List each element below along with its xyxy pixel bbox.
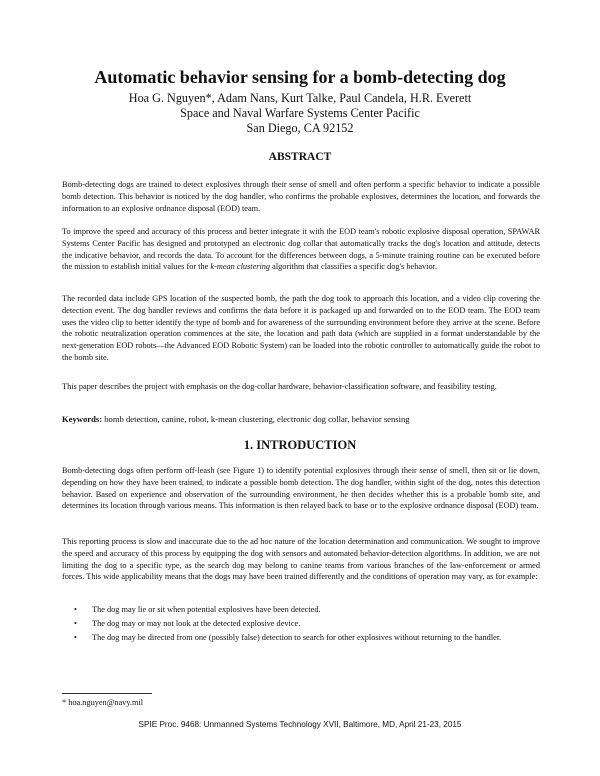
abstract-p2-text: To improve the speed and accuracy of this process and better integrate it with the EOD team's robotic explosive disposal operation, SPAWAR Systems Center Pacific has designed and prototyped an electronic dog collar that automatically tracks the dog's location and attitude, detects the indicative behavior, and records the data. To account for the differences between dogs, a 5-minute training routine can be executed before the mission to establish initial values for the (62, 227, 540, 272)
abstract-paragraph-4: This paper describes the project with emphasis on the dog-collar hardware, behavior-classification software, and feasibility testing. (62, 382, 497, 391)
abstract-p2-text-end: algorithm that classifies a specific dog's behavior. (270, 262, 438, 272)
bullet-icon: • (74, 632, 77, 642)
introduction-heading: 1. INTRODUCTION (243, 438, 357, 452)
keywords-label: Keywords: (62, 414, 103, 424)
bullet-icon: • (74, 605, 77, 614)
keywords-list: bomb detection, canine, robot, k-mean clustering, electronic dog collar, behavior sensing (102, 414, 410, 424)
paper-title: Automatic behavior sensing for a bomb-detecting dog (94, 67, 506, 87)
affiliation-location: San Diego, CA 92152 (246, 121, 354, 135)
author-list: Hoa G. Nguyen*, Adam Nans, Kurt Talke, Paul Candela, H.R. Everett (128, 91, 472, 105)
intro-paragraph-1: Bomb-detecting dogs often perform off-leash (see Figure 1) to identify potential explosives through their sense of smell, then sit or lie down, depending on how they have been trained, to indicate a possible bomb detection. The dog handler, within sight of the dog, notes this detection behavior. Based on experience and observation of the surrounding environment, he then decides whether this is a probable bomb site, and determines its location through various means. This information is then relayed back to base or to the explosive ordnance disposal (EOD) team. (62, 466, 540, 511)
bullet-list (62, 604, 540, 645)
affiliation: Space and Naval Warfare Systems Center Pacific (180, 106, 420, 120)
abstract-heading: ABSTRACT (268, 151, 332, 163)
bullet-icon: • (74, 618, 77, 628)
list-item (62, 604, 540, 616)
list-item (62, 632, 540, 644)
keywords-line (62, 414, 540, 426)
footnote: * hoa.nguyen@navy.mil (62, 698, 144, 707)
page-footer: SPIE Proc. 9468: Unmanned Systems Technology XVII, Baltimore, MD, April 21-23, 2015 (138, 720, 462, 729)
list-item (62, 618, 540, 630)
footnote-divider (62, 693, 152, 694)
bullet-text: The dog may be directed from one (possibly false) detection to search for other explosives without returning to the handler. (92, 632, 502, 642)
author-block (0, 91, 600, 136)
bullet-text: The dog may or may not look at the detected explosive device. (92, 618, 301, 628)
bullet-text: The dog may lie or sit when potential explosives have been detected. (92, 605, 321, 614)
abstract-paragraph-3: The recorded data include GPS location of the suspected bomb, the path the dog took to approach this location, and a video clip covering the detection event. The dog handler reviews and confirms the data before it is packaged up and forwarded on to the EOD team. The EOD team uses the video clip to better identify the type of bomb and for awareness of the surrounding environment before they arrive at the scene. Before the robotic neutralization operation commences at the site, the location and path data (which are supplied in a format understandable by the next-generation EOD robots—the Advanced EOD Robotic System) can be loaded into the robotic controller to automatically guide the robot to the bomb site. (62, 294, 540, 362)
intro-paragraph-2: This reporting process is slow and inaccurate due to the ad hoc nature of the location determination and communication. We sought to improve the speed and accuracy of this process by equipping the dog with sensors and automated behavior-detection algorithms. In addition, we are not limiting the dog to a specific type, as the search dog may belong to canine teams from various branches of the law-enforcement or armed forces. This wide applicability means that the dogs may have been trained differently and the conditions of operation may vary, as for example: (62, 537, 540, 582)
abstract-paragraph-1: Bomb-detecting dogs are trained to detect explosives through their sense of smell and often perform a specific behavior to indicate a possible bomb detection. This behavior is noticed by the dog handler, who confirms the probable explosives, determines the location, and forwards the information to an explosive ordnance disposal (EOD) team. (62, 180, 540, 213)
abstract-p2-italic: k-mean clustering (210, 262, 271, 272)
abstract-paragraph-2 (62, 226, 540, 273)
